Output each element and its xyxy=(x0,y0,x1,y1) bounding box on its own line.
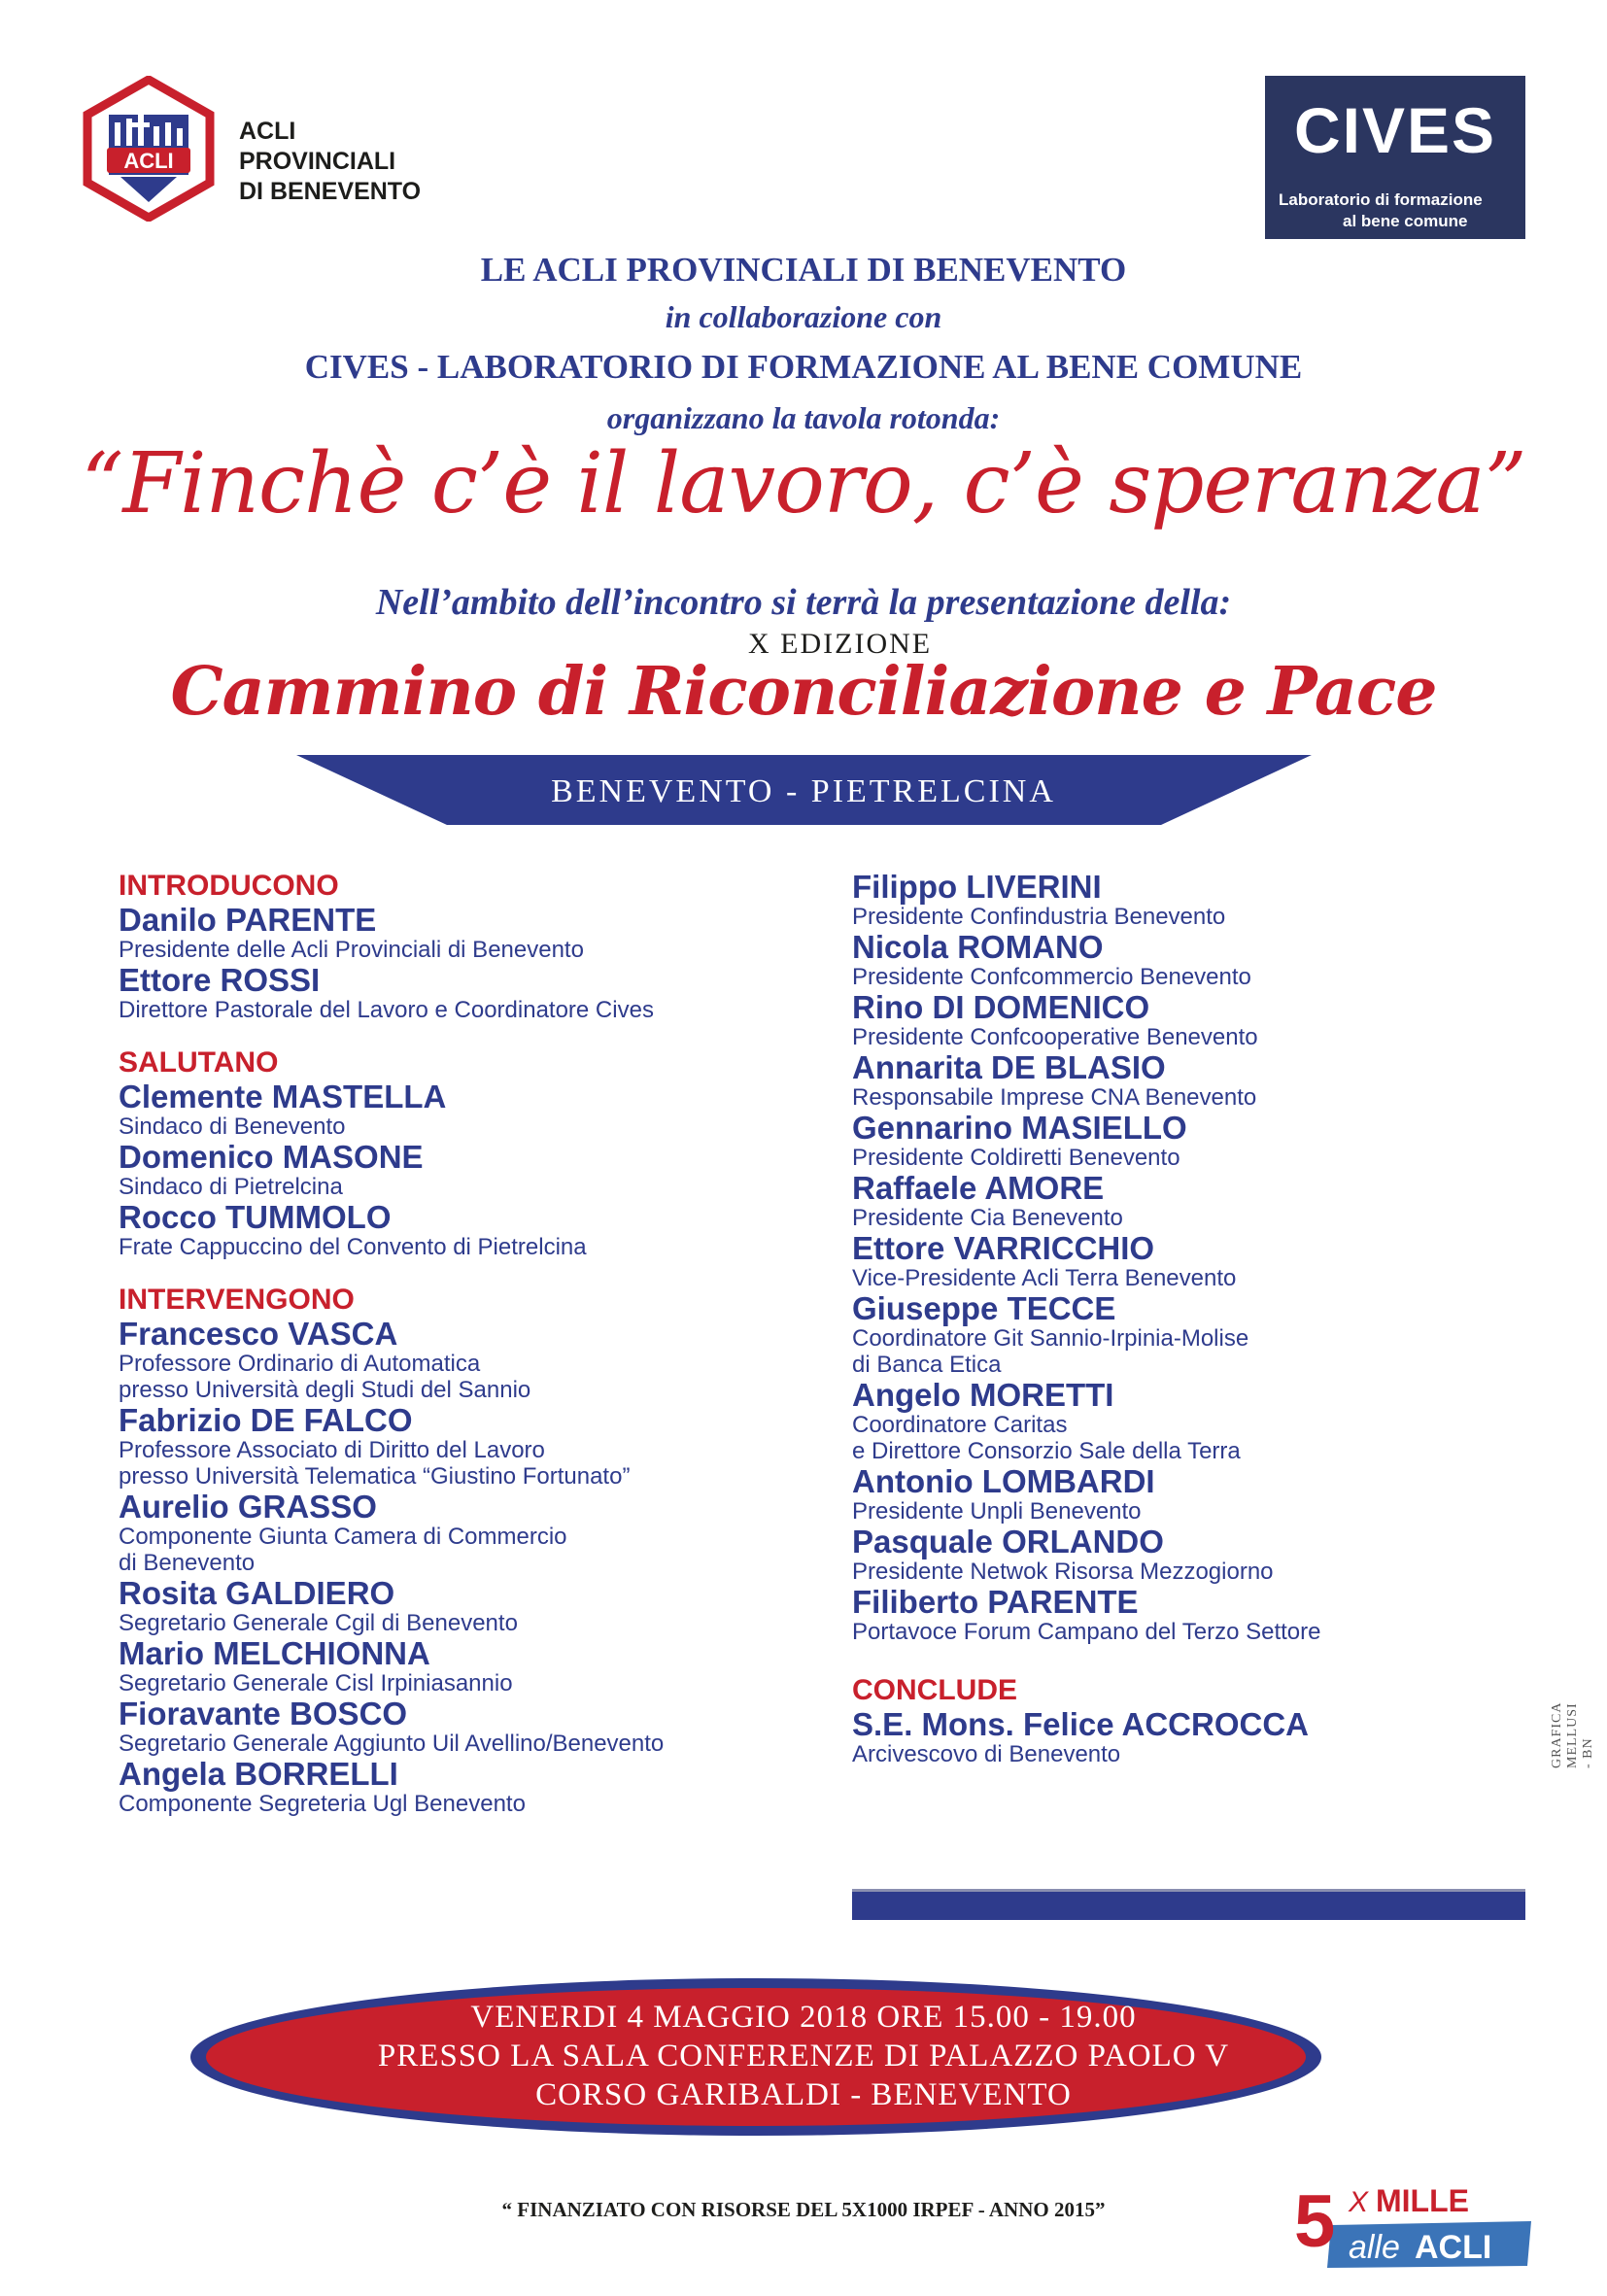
event-venue: PRESSO LA SALA CONFERENZE DI PALAZZO PAOLO V xyxy=(377,2039,1230,2073)
cives-subtitle: al bene comune xyxy=(1343,212,1468,230)
speaker-name: Fioravante BOSCO xyxy=(119,1696,408,1731)
speaker-role: Frate Cappuccino del Convento di Pietrelcina xyxy=(119,1234,587,1260)
speaker-role: presso Università degli Studi del Sannio xyxy=(119,1377,531,1403)
speaker-role: di Banca Etica xyxy=(852,1352,1002,1378)
speaker-name: S.E. Mons. Felice ACCROCCA xyxy=(852,1706,1310,1742)
speaker-role: Sindaco di Pietrelcina xyxy=(119,1174,343,1200)
speaker-role: Presidente Coldiretti Benevento xyxy=(852,1145,1180,1171)
speaker-role: presso Università Telematica “Giustino Fortunato” xyxy=(119,1463,631,1490)
speaker-name: Ettore VARRICCHIO xyxy=(852,1230,1155,1266)
header-organizer: LE ACLI PROVINCIALI DI BENEVENTO xyxy=(480,251,1127,289)
speaker-role: Segretario Generale Cisl Irpiniasannio xyxy=(119,1670,513,1696)
speaker-name: Angela BORRELLI xyxy=(119,1756,398,1792)
mille-acli: ACLI xyxy=(1415,2229,1492,2266)
edition-label: X EDIZIONE xyxy=(748,628,933,660)
speaker-role: Componente Giunta Camera di Commercio xyxy=(119,1524,567,1550)
speaker-role: Presidente Confcooperative Benevento xyxy=(852,1024,1258,1050)
header-partner: CIVES - LABORATORIO DI FORMAZIONE AL BENE COMUNE xyxy=(304,348,1303,386)
speaker-name: Clemente MASTELLA xyxy=(119,1079,447,1114)
speaker-name: Nicola ROMANO xyxy=(852,929,1104,965)
speaker-name: Francesco VASCA xyxy=(119,1316,398,1352)
section-conclude: CONCLUDE xyxy=(852,1674,1017,1706)
speakers-right-column xyxy=(852,870,1552,1767)
speaker-role: Presidente delle Acli Provinciali di Benevento xyxy=(119,937,584,963)
cives-logo xyxy=(1265,76,1525,239)
acli-mark-text: ACLI xyxy=(123,149,174,173)
speaker-role: di Benevento xyxy=(119,1550,256,1576)
acli-logo xyxy=(76,76,222,222)
speaker-role: Presidente Netwok Risorsa Mezzogiorno xyxy=(852,1559,1274,1585)
header-collab: in collaborazione con xyxy=(665,299,942,334)
mille-alle: alle xyxy=(1349,2229,1400,2266)
speaker-name: Antonio LOMBARDI xyxy=(852,1463,1155,1499)
section-introducono: INTRODUCONO xyxy=(119,870,339,902)
acli-text-line: ACLI xyxy=(239,118,296,145)
speaker-role: Componente Segreteria Ugl Benevento xyxy=(119,1791,526,1817)
mille-number: 5 xyxy=(1294,2180,1336,2263)
speaker-name: Fabrizio DE FALCO xyxy=(119,1402,413,1438)
speaker-name: Pasquale ORLANDO xyxy=(852,1524,1164,1559)
header-organize: organizzano la tavola rotonda: xyxy=(606,400,1001,435)
speaker-name: Gennarino MASIELLO xyxy=(852,1110,1187,1146)
mille-word: MILLE xyxy=(1376,2183,1469,2218)
event-date-time: VENERDI 4 MAGGIO 2018 ORE 15.00 - 19.00 xyxy=(470,2000,1137,2035)
event-name: Cammino di Riconciliazione e Pace xyxy=(170,653,1437,731)
speaker-role: Arcivescovo di Benevento xyxy=(852,1741,1121,1767)
speaker-name: Ettore ROSSI xyxy=(119,962,321,998)
speaker-name: Danilo PARENTE xyxy=(119,902,377,938)
cives-subtitle: Laboratorio di formazione xyxy=(1279,190,1483,209)
speaker-name: Rino DI DOMENICO xyxy=(852,989,1150,1025)
section-intervengono: INTERVENGONO xyxy=(119,1284,355,1316)
acli-text-line: PROVINCIALI xyxy=(239,148,396,175)
roundtable-title: “Finchè c’è il lavoro, c’è speranza” xyxy=(81,435,1526,532)
speaker-role: e Direttore Consorzio Sale della Terra xyxy=(852,1438,1241,1464)
speaker-name: Aurelio GRASSO xyxy=(119,1489,377,1525)
speaker-role: Segretario Generale Aggiunto Uil Avellino/Benevento xyxy=(119,1731,665,1757)
speaker-name: Angelo MORETTI xyxy=(852,1377,1114,1413)
speaker-role: Professore Ordinario di Automatica xyxy=(119,1351,481,1377)
speaker-role: Professore Associato di Diritto del Lavoro xyxy=(119,1437,545,1463)
acli-org-name xyxy=(239,117,421,207)
acli-text-line: DI BENEVENTO xyxy=(239,178,422,205)
speaker-role: Direttore Pastorale del Lavoro e Coordinatore Cives xyxy=(119,997,654,1023)
speaker-role: Presidente Confcommercio Benevento xyxy=(852,964,1251,990)
speaker-role: Presidente Cia Benevento xyxy=(852,1205,1123,1231)
speaker-role: Vice-Presidente Acli Terra Benevento xyxy=(852,1265,1237,1291)
mille-x: X xyxy=(1349,2186,1369,2218)
speaker-name: Mario MELCHIONNA xyxy=(119,1635,430,1671)
speaker-name: Raffaele AMORE xyxy=(852,1170,1105,1206)
speaker-role: Coordinatore Caritas xyxy=(852,1412,1068,1438)
presentation-intro: Nell’ambito dell’incontro si terrà la presentazione della: xyxy=(375,582,1232,623)
speaker-name: Filippo LIVERINI xyxy=(852,869,1102,905)
speaker-role: Sindaco di Benevento xyxy=(119,1114,346,1140)
funding-note: “ FINANZIATO CON RISORSE DEL 5X1000 IRPEF - ANNO 2015” xyxy=(501,2198,1106,2221)
speaker-role: Presidente Unpli Benevento xyxy=(852,1498,1142,1525)
design-credit: GRAFICA MELLUSI - BN xyxy=(1550,1702,1595,1768)
speaker-name: Filiberto PARENTE xyxy=(852,1584,1139,1620)
speaker-name: Giuseppe TECCE xyxy=(852,1290,1116,1326)
route-banner-text: BENEVENTO - PIETRELCINA xyxy=(551,773,1056,809)
speaker-role: Portavoce Forum Campano del Terzo Settore xyxy=(852,1619,1321,1645)
speakers-left-column xyxy=(119,870,857,1817)
divider-bar xyxy=(852,1889,1525,1920)
speaker-role: Responsabile Imprese CNA Benevento xyxy=(852,1084,1257,1111)
speaker-role: Coordinatore Git Sannio-Irpinia-Molise xyxy=(852,1325,1249,1352)
cives-wordmark: CIVES xyxy=(1293,94,1497,166)
speaker-name: Rosita GALDIERO xyxy=(119,1575,395,1611)
speaker-name: Annarita DE BLASIO xyxy=(852,1049,1166,1085)
speaker-role: Presidente Confindustria Benevento xyxy=(852,904,1226,930)
five-per-mille-logo xyxy=(1292,2176,1531,2270)
speaker-name: Domenico MASONE xyxy=(119,1139,424,1175)
speaker-name: Rocco TUMMOLO xyxy=(119,1199,392,1235)
event-address: CORSO GARIBALDI - BENEVENTO xyxy=(535,2077,1072,2112)
section-salutano: SALUTANO xyxy=(119,1046,279,1079)
speaker-role: Segretario Generale Cgil di Benevento xyxy=(119,1610,518,1636)
